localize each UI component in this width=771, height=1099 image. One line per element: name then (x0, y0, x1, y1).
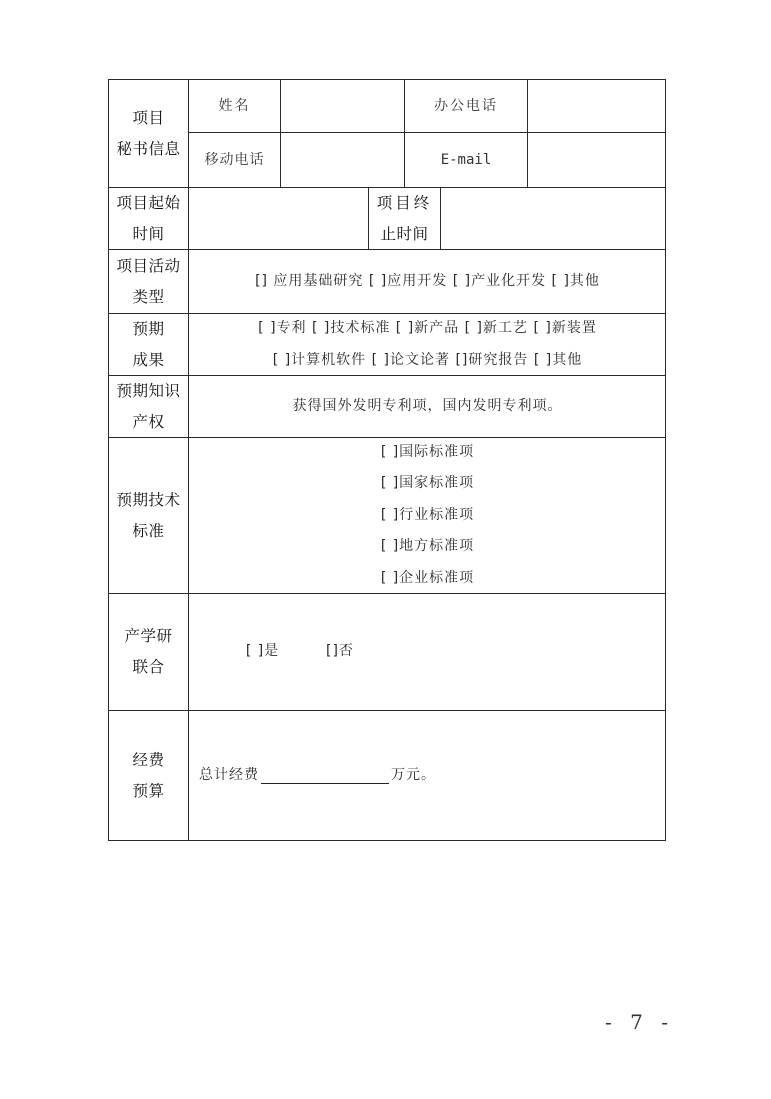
label-text: 秘书信息 (116, 139, 181, 158)
label-text: 成果 (132, 350, 165, 369)
name-label: 姓名 (218, 97, 251, 114)
budget-amount-field[interactable] (261, 769, 389, 784)
label-text: 预期知识 (116, 381, 181, 400)
standard-item[interactable]: [ ]地方标准项 (380, 538, 475, 555)
options-line: [ ]专利 [ ]技术标准 [ ]新产品 [ ]新工艺 [ ]新装置 (258, 320, 597, 336)
office-phone-label: 办公电话 (434, 97, 498, 114)
email-label: E-mail (440, 151, 492, 168)
tech-standards-list (189, 438, 666, 593)
standard-item[interactable]: [ ]企业标准项 (380, 569, 475, 586)
end-time-label (369, 188, 440, 249)
secretary-info-label (109, 80, 188, 187)
budget-label (109, 711, 188, 841)
label-text: 产学研 (124, 627, 173, 645)
cooperation-yes-checkbox[interactable]: [ ]是 (245, 643, 280, 660)
mobile-label: 移动电话 (204, 151, 265, 168)
cooperation-no-checkbox[interactable]: []否 (326, 643, 354, 660)
office-phone-field[interactable] (528, 80, 666, 132)
page-number: - 7 - (605, 1010, 674, 1034)
budget-suffix: 万元。 (391, 767, 436, 784)
label-text: 类型 (132, 287, 165, 306)
label-text: 时间 (132, 224, 165, 243)
start-time-field[interactable] (189, 188, 368, 249)
standard-item[interactable]: [ ]国际标准项 (380, 443, 475, 460)
start-time-label (109, 188, 188, 249)
tech-standards-label (109, 438, 188, 593)
label-text: 经费 (132, 751, 165, 769)
budget-row (189, 711, 666, 841)
ip-text[interactable]: 获得国外发明专利项，国内发明专利项。 (292, 397, 563, 414)
budget-prefix: 总计经费 (199, 767, 259, 784)
email-field[interactable] (528, 133, 666, 187)
label-text: 项目活动 (116, 256, 181, 275)
cooperation-label (109, 594, 188, 710)
standard-item[interactable]: [ ]国家标准项 (380, 475, 475, 492)
expected-results-label (109, 314, 188, 375)
label-text: 项目起始 (116, 193, 181, 212)
label-text: 项目终 (376, 193, 433, 212)
standard-item[interactable]: [ ]行业标准项 (380, 506, 475, 523)
label-text: 产权 (132, 412, 165, 431)
activity-type-options[interactable]: [] 应用基础研究 [ ]应用开发 [ ]产业化开发 [ ]其他 (255, 272, 600, 289)
label-text: 止时间 (380, 224, 429, 243)
mobile-field[interactable] (281, 133, 404, 187)
activity-type-label (109, 250, 188, 313)
label-text: 标准 (132, 521, 165, 540)
label-text: 预算 (132, 782, 165, 800)
label-text: 联合 (132, 658, 165, 676)
end-time-field[interactable] (441, 188, 666, 249)
label-text: 预期 (132, 319, 165, 338)
name-field[interactable] (281, 80, 404, 132)
project-form-table (108, 79, 666, 841)
ip-label (109, 376, 188, 437)
expected-results-options[interactable] (189, 314, 666, 375)
label-text: 预期技术 (116, 490, 181, 509)
cooperation-options (189, 594, 666, 710)
options-line: [ ]计算机软件 [ ]论文论著 []研究报告 [ ]其他 (272, 351, 583, 368)
label-text: 项目 (132, 108, 165, 127)
